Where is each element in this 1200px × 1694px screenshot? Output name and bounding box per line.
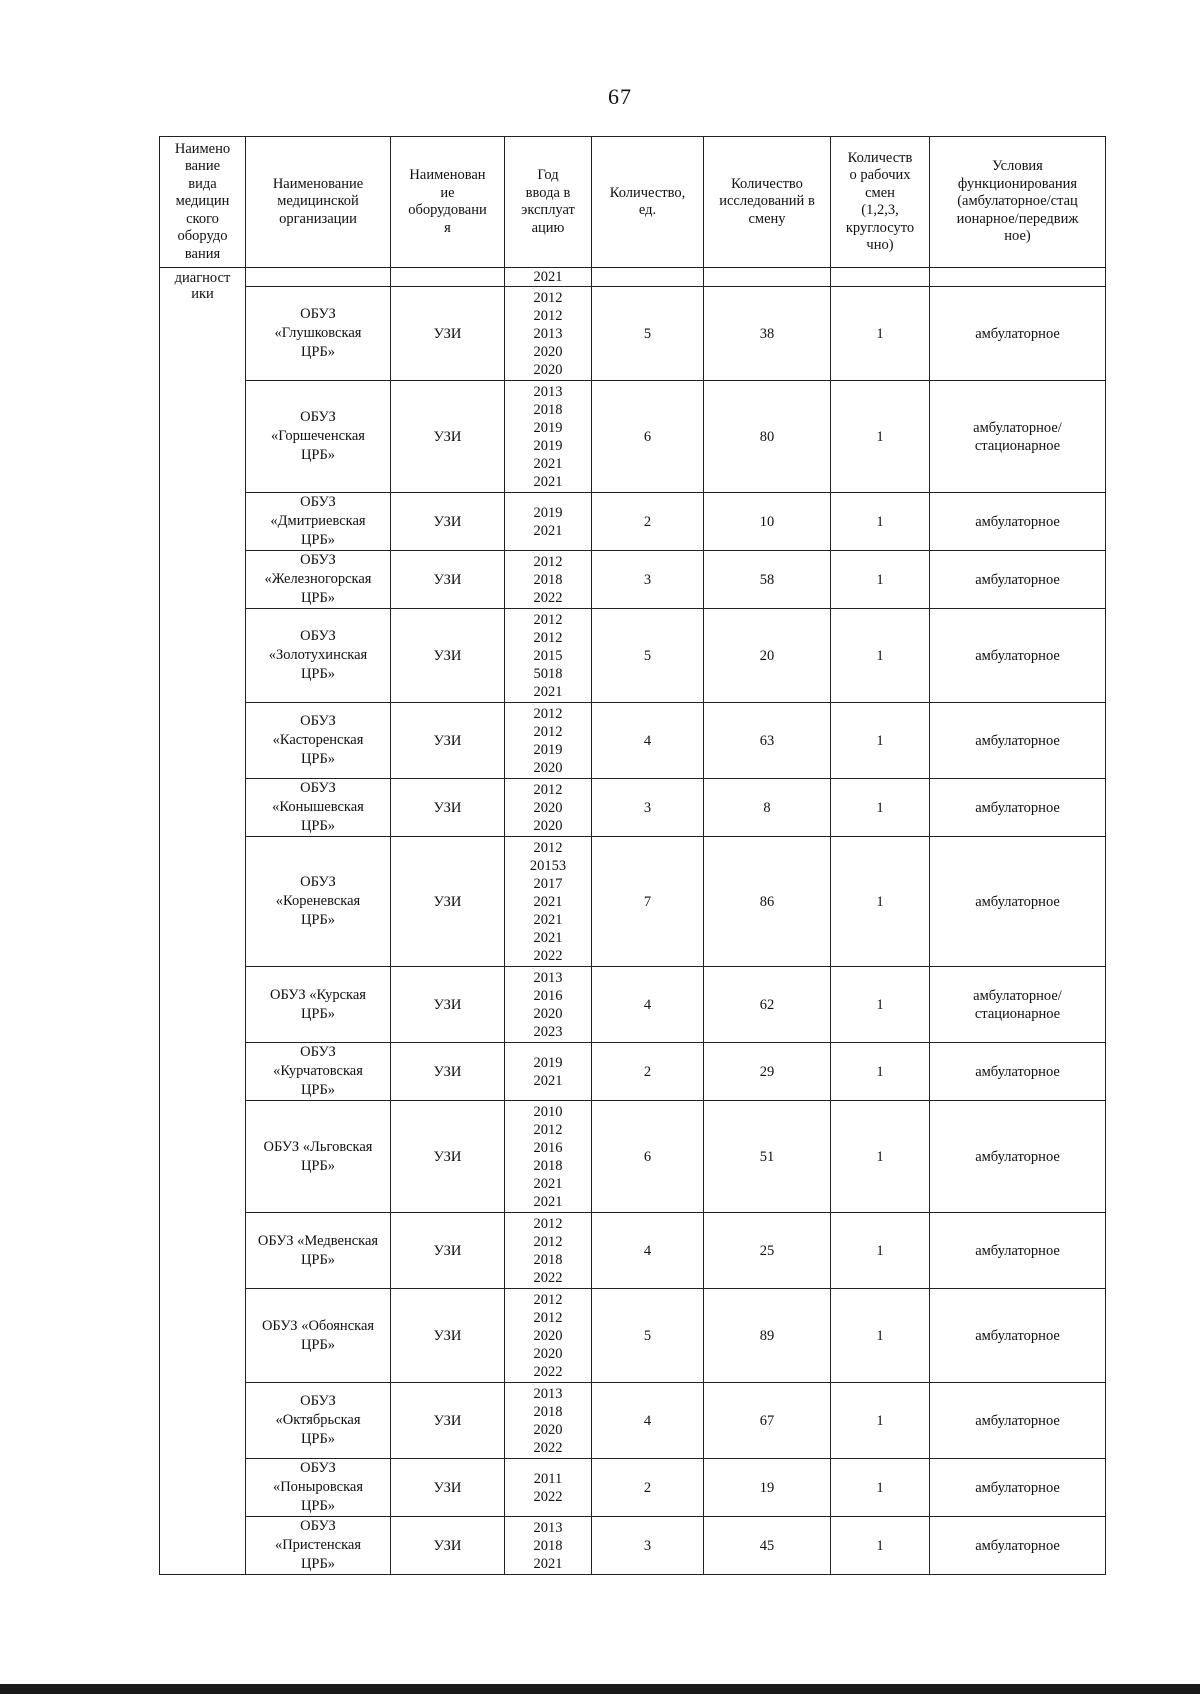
table-row — [160, 493, 1106, 551]
years-cell: 2013 2018 2019 2019 2021 2021 — [505, 381, 592, 493]
shifts-cell: 1 — [831, 493, 930, 551]
studies-cell: 45 — [704, 1517, 831, 1575]
years-cell: 2012 2012 2018 2022 — [505, 1213, 592, 1289]
table-row — [160, 609, 1106, 703]
conditions-cell: амбулаторное — [930, 1383, 1106, 1459]
studies-cell: 8 — [704, 779, 831, 837]
shifts-cell: 1 — [831, 1101, 930, 1213]
header-conditions: Условия функционирования (амбулаторное/стац ионарное/передвиж ное) — [930, 137, 1106, 268]
studies-cell: 19 — [704, 1459, 831, 1517]
count-cell: 7 — [592, 837, 704, 967]
count-cell: 5 — [592, 1289, 704, 1383]
org-cell: ОБУЗ «Льговская ЦРБ» — [246, 1101, 391, 1213]
studies-cell: 20 — [704, 609, 831, 703]
years-cell: 2013 2018 2020 2022 — [505, 1383, 592, 1459]
org-cell: ОБУЗ «Октябрьская ЦРБ» — [246, 1383, 391, 1459]
shifts-cell: 1 — [831, 1289, 930, 1383]
table-row — [160, 1289, 1106, 1383]
org-cell: ОБУЗ «Курчатовская ЦРБ» — [246, 1043, 391, 1101]
shifts-cell: 1 — [831, 1459, 930, 1517]
conditions-cell: амбулаторное — [930, 703, 1106, 779]
studies-cell: 62 — [704, 967, 831, 1043]
years-cell: 2010 2012 2016 2018 2021 2021 — [505, 1101, 592, 1213]
table-row — [160, 703, 1106, 779]
table-row — [160, 381, 1106, 493]
years-cell: 2019 2021 — [505, 1043, 592, 1101]
conditions-cell: амбулаторное — [930, 551, 1106, 609]
shifts-cell: 1 — [831, 1383, 930, 1459]
header-studies-per-shift: Количество исследований в смену — [704, 137, 831, 268]
header-organization: Наименование медицинской организации — [246, 137, 391, 268]
equipment-cell: УЗИ — [391, 551, 505, 609]
table-row — [160, 287, 1106, 381]
years-cell: 2013 2016 2020 2023 — [505, 967, 592, 1043]
equipment-cell: УЗИ — [391, 779, 505, 837]
table-row — [160, 268, 1106, 287]
conditions-cell: амбулаторное/ стационарное — [930, 381, 1106, 493]
equipment-cell: УЗИ — [391, 493, 505, 551]
years-cell: 2011 2022 — [505, 1459, 592, 1517]
shifts-cell: 1 — [831, 1517, 930, 1575]
years-cell: 2013 2018 2021 — [505, 1517, 592, 1575]
header-equipment-type: Наимено вание вида медицин ского оборудо вания — [160, 137, 246, 268]
studies-cell: 80 — [704, 381, 831, 493]
equipment-cell: УЗИ — [391, 1043, 505, 1101]
shifts-cell — [831, 268, 930, 287]
org-cell: ОБУЗ «Поныровская ЦРБ» — [246, 1459, 391, 1517]
org-cell: ОБУЗ «Горшеченская ЦРБ» — [246, 381, 391, 493]
studies-cell: 51 — [704, 1101, 831, 1213]
org-cell — [246, 268, 391, 287]
table-row — [160, 967, 1106, 1043]
years-cell: 2012 20153 2017 2021 2021 2021 2022 — [505, 837, 592, 967]
scan-bottom-edge — [0, 1684, 1200, 1694]
equipment-cell: УЗИ — [391, 703, 505, 779]
studies-cell: 29 — [704, 1043, 831, 1101]
studies-cell: 58 — [704, 551, 831, 609]
count-cell: 5 — [592, 287, 704, 381]
shifts-cell: 1 — [831, 703, 930, 779]
equipment-cell: УЗИ — [391, 1517, 505, 1575]
count-cell: 6 — [592, 1101, 704, 1213]
conditions-cell: амбулаторное — [930, 1101, 1106, 1213]
equipment-cell: УЗИ — [391, 1213, 505, 1289]
conditions-cell: амбулаторное — [930, 1459, 1106, 1517]
count-cell: 2 — [592, 1043, 704, 1101]
conditions-cell: амбулаторное — [930, 1289, 1106, 1383]
table-header-row — [160, 137, 1106, 268]
equipment-cell: УЗИ — [391, 287, 505, 381]
years-cell: 2012 2012 2013 2020 2020 — [505, 287, 592, 381]
years-cell: 2012 2012 2015 5018 2021 — [505, 609, 592, 703]
count-cell: 2 — [592, 493, 704, 551]
shifts-cell: 1 — [831, 1213, 930, 1289]
equipment-cell — [391, 268, 505, 287]
conditions-cell: амбулаторное — [930, 779, 1106, 837]
equipment-cell: УЗИ — [391, 837, 505, 967]
table-row — [160, 1383, 1106, 1459]
equipment-cell: УЗИ — [391, 1101, 505, 1213]
conditions-cell: амбулаторное — [930, 1517, 1106, 1575]
count-cell: 4 — [592, 1383, 704, 1459]
studies-cell: 10 — [704, 493, 831, 551]
equipment-cell: УЗИ — [391, 1289, 505, 1383]
shifts-cell: 1 — [831, 1043, 930, 1101]
count-cell: 5 — [592, 609, 704, 703]
studies-cell: 89 — [704, 1289, 831, 1383]
header-equipment-name: Наименован ие оборудовани я — [391, 137, 505, 268]
equipment-cell: УЗИ — [391, 609, 505, 703]
shifts-cell: 1 — [831, 609, 930, 703]
conditions-cell: амбулаторное — [930, 1043, 1106, 1101]
table-row — [160, 1517, 1106, 1575]
years-cell: 2021 — [505, 268, 592, 287]
conditions-cell: амбулаторное — [930, 493, 1106, 551]
table-row — [160, 837, 1106, 967]
page-number: 67 — [608, 84, 632, 109]
equipment-cell: УЗИ — [391, 1383, 505, 1459]
conditions-cell: амбулаторное — [930, 287, 1106, 381]
header-commission-year: Год ввода в эксплуат ацию — [505, 137, 592, 268]
org-cell: ОБУЗ «Железногорская ЦРБ» — [246, 551, 391, 609]
count-cell: 4 — [592, 703, 704, 779]
count-cell: 4 — [592, 1213, 704, 1289]
count-cell: 4 — [592, 967, 704, 1043]
studies-cell: 63 — [704, 703, 831, 779]
shifts-cell: 1 — [831, 287, 930, 381]
count-cell: 3 — [592, 1517, 704, 1575]
org-cell: ОБУЗ «Курская ЦРБ» — [246, 967, 391, 1043]
equipment-cell: УЗИ — [391, 381, 505, 493]
org-cell: ОБУЗ «Глушковская ЦРБ» — [246, 287, 391, 381]
years-cell: 2012 2020 2020 — [505, 779, 592, 837]
years-cell: 2012 2012 2020 2020 2022 — [505, 1289, 592, 1383]
years-cell: 2012 2012 2019 2020 — [505, 703, 592, 779]
header-quantity: Количество, ед. — [592, 137, 704, 268]
years-cell: 2012 2018 2022 — [505, 551, 592, 609]
conditions-cell: амбулаторное — [930, 609, 1106, 703]
table-row — [160, 1043, 1106, 1101]
count-cell: 3 — [592, 551, 704, 609]
org-cell: ОБУЗ «Обоянская ЦРБ» — [246, 1289, 391, 1383]
org-cell: ОБУЗ «Кореневская ЦРБ» — [246, 837, 391, 967]
count-cell — [592, 268, 704, 287]
count-cell: 3 — [592, 779, 704, 837]
studies-cell: 25 — [704, 1213, 831, 1289]
count-cell: 6 — [592, 381, 704, 493]
header-shift-count: Количеств о рабочих смен (1,2,3, круглосуто чно) — [831, 137, 930, 268]
org-cell: ОБУЗ «Конышевская ЦРБ» — [246, 779, 391, 837]
studies-cell: 67 — [704, 1383, 831, 1459]
equipment-cell: УЗИ — [391, 1459, 505, 1517]
conditions-cell: амбулаторное/ стационарное — [930, 967, 1106, 1043]
table-row — [160, 1101, 1106, 1213]
studies-cell: 86 — [704, 837, 831, 967]
studies-cell: 38 — [704, 287, 831, 381]
count-cell: 2 — [592, 1459, 704, 1517]
shifts-cell: 1 — [831, 551, 930, 609]
org-cell: ОБУЗ «Золотухинская ЦРБ» — [246, 609, 391, 703]
shifts-cell: 1 — [831, 779, 930, 837]
shifts-cell: 1 — [831, 837, 930, 967]
equipment-type-cell: диагност ики — [160, 268, 246, 1575]
org-cell: ОБУЗ «Медвенская ЦРБ» — [246, 1213, 391, 1289]
equipment-cell: УЗИ — [391, 967, 505, 1043]
table-row — [160, 1213, 1106, 1289]
conditions-cell: амбулаторное — [930, 837, 1106, 967]
conditions-cell: амбулаторное — [930, 1213, 1106, 1289]
studies-cell — [704, 268, 831, 287]
conditions-cell — [930, 268, 1106, 287]
shifts-cell: 1 — [831, 381, 930, 493]
shifts-cell: 1 — [831, 967, 930, 1043]
org-cell: ОБУЗ «Дмитриевская ЦРБ» — [246, 493, 391, 551]
equipment-table — [159, 136, 1106, 1575]
table-row — [160, 779, 1106, 837]
org-cell: ОБУЗ «Пристенская ЦРБ» — [246, 1517, 391, 1575]
org-cell: ОБУЗ «Касторенская ЦРБ» — [246, 703, 391, 779]
table-row — [160, 551, 1106, 609]
years-cell: 2019 2021 — [505, 493, 592, 551]
table-row — [160, 1459, 1106, 1517]
